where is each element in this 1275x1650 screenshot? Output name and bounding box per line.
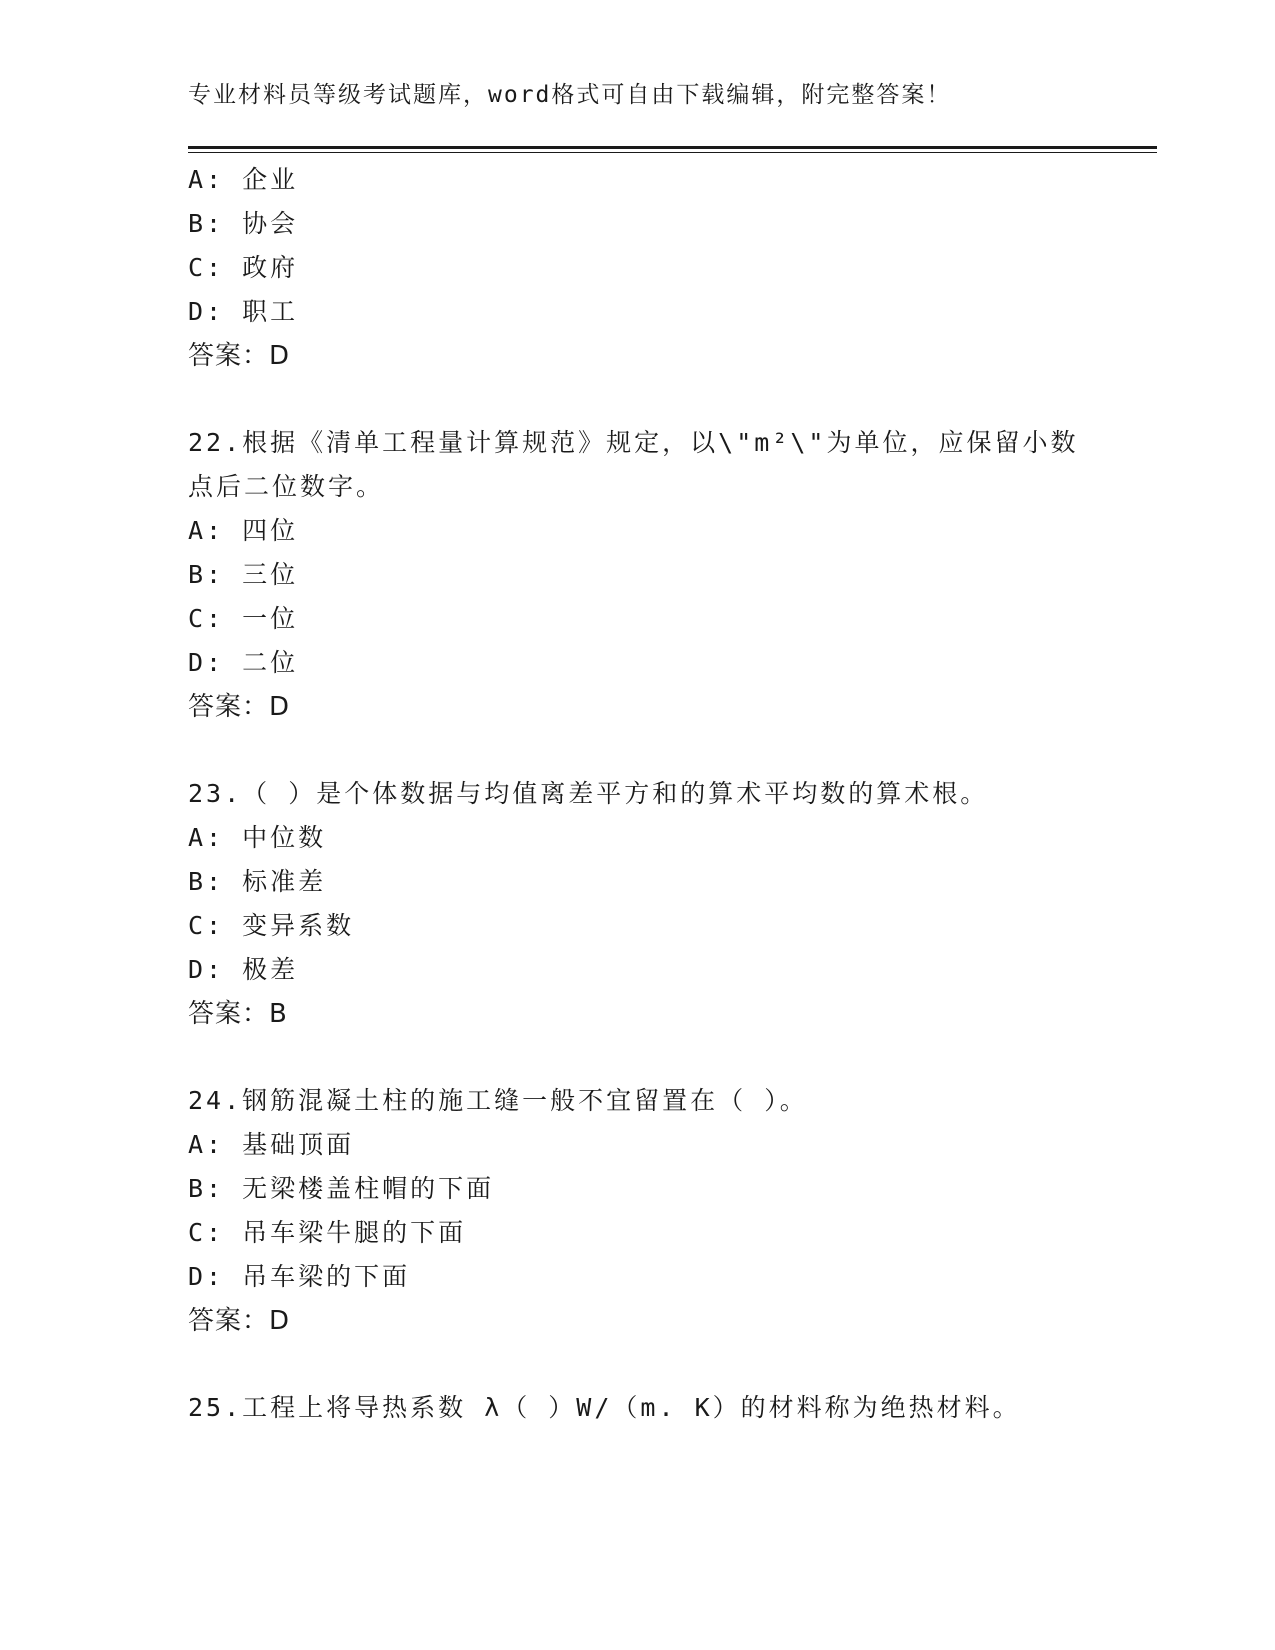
q25-stem: 25.工程上将导热系数 λ（ ）W/（m. K）的材料称为绝热材料。 [188,1393,1021,1422]
q23-option-c: C: 变异系数 [188,911,355,940]
q23-option-b: B: 标准差 [188,867,327,896]
q24-option-c: C: 吊车梁牛腿的下面 [188,1218,467,1247]
q21-option-d: D: 职工 [188,297,299,326]
q24-option-d: D: 吊车梁的下面 [188,1262,411,1291]
q24-option-b: B: 无梁楼盖柱帽的下面 [188,1174,495,1203]
q22-option-c: C: 一位 [188,604,299,633]
q22-option-d: D: 二位 [188,648,299,677]
q23-option-d: D: 极差 [188,955,299,984]
q21-answer: 答案：D [188,341,291,371]
q23-stem: 23.（ ）是个体数据与均值离差平方和的算术平均数的算术根。 [188,779,989,808]
header-rule-thin [188,152,1157,153]
q21-option-a: A: 企业 [188,165,299,194]
q21-option-b: B: 协会 [188,209,299,238]
header-rule-thick [188,146,1157,149]
q22-option-b: B: 三位 [188,560,299,589]
page-header: 专业材料员等级考试题库，word格式可自由下载编辑，附完整答案！ [188,82,952,108]
q22-stem-line2: 点后二位数字。 [188,472,385,501]
q24-stem: 24.钢筋混凝土柱的施工缝一般不宜留置在（ ）。 [188,1086,808,1115]
q23-answer: 答案：B [188,999,288,1029]
q24-option-a: A: 基础顶面 [188,1130,355,1159]
q23-option-a: A: 中位数 [188,823,327,852]
q21-option-c: C: 政府 [188,253,299,282]
q22-stem-line1: 22.根据《清单工程量计算规范》规定，以\"m²\"为单位，应保留小数 [188,428,1079,457]
q24-answer: 答案：D [188,1306,291,1336]
q22-option-a: A: 四位 [188,516,299,545]
q22-answer: 答案：D [188,692,291,722]
